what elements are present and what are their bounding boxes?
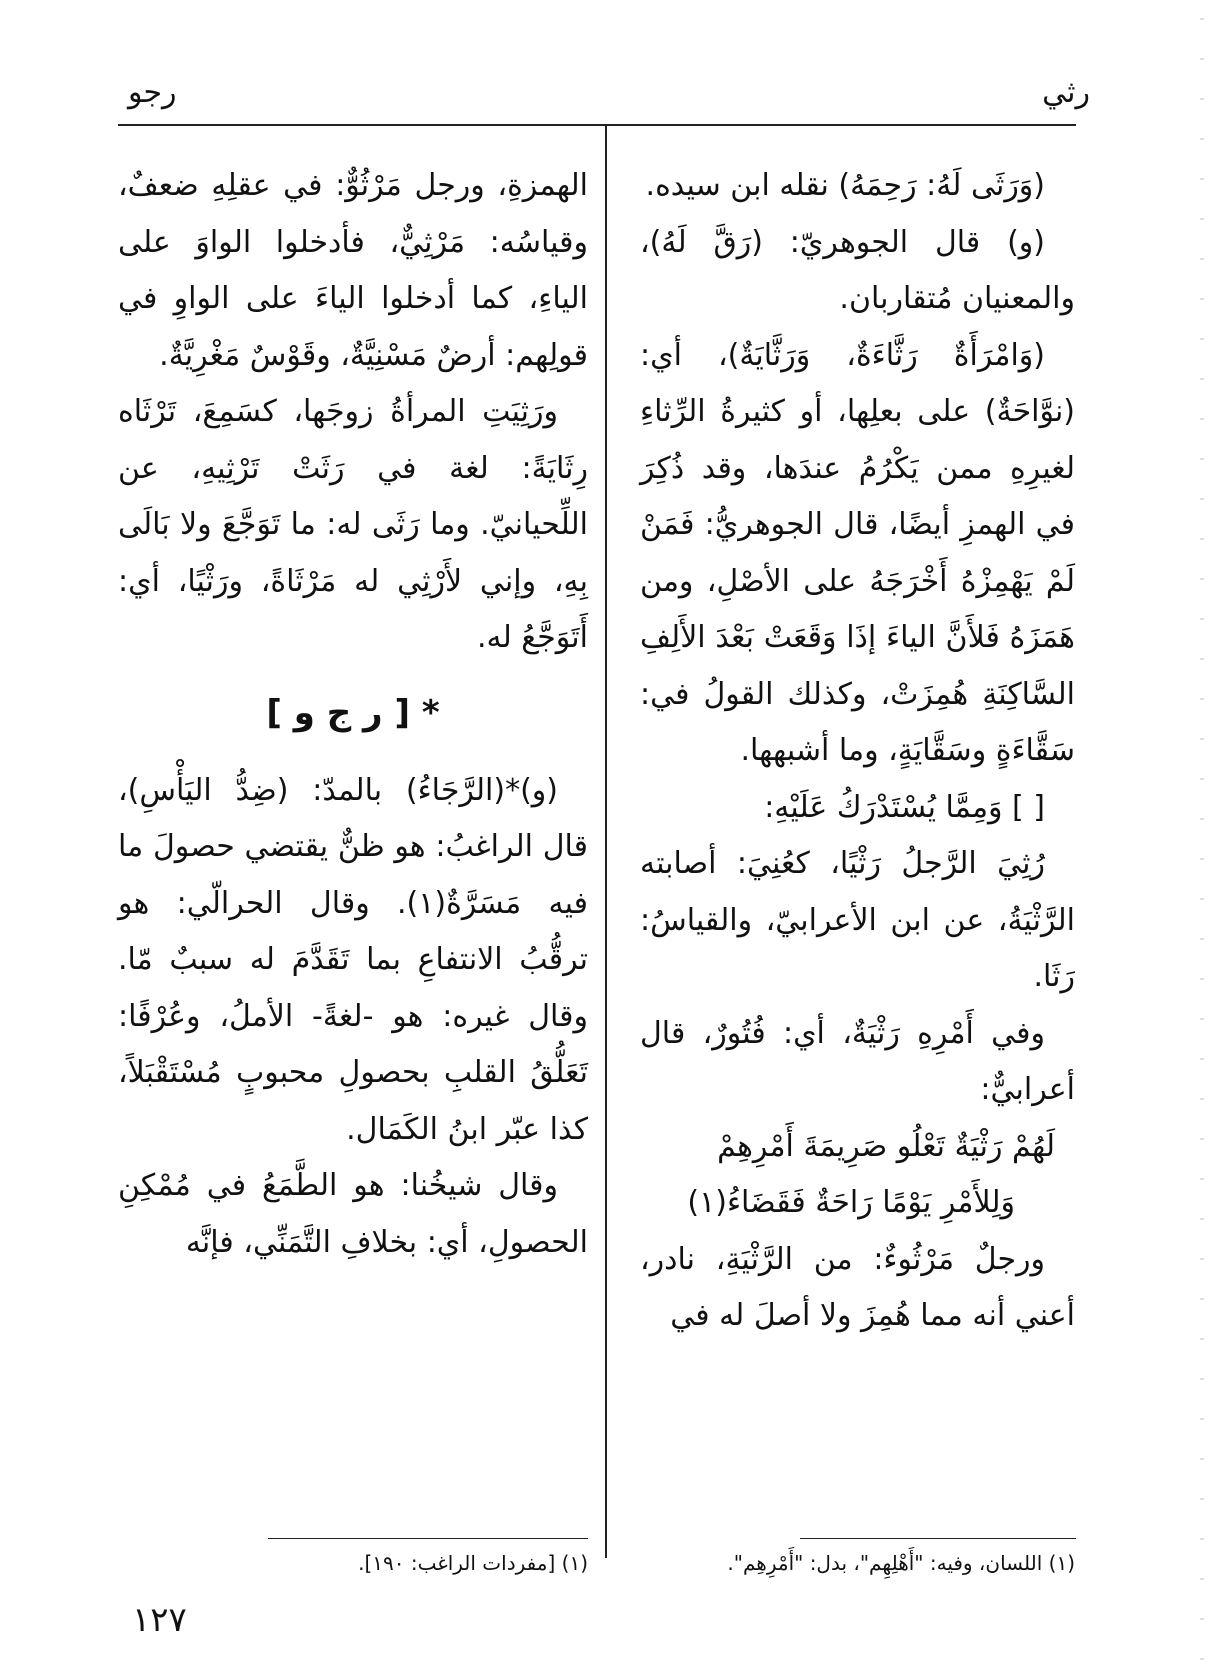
paragraph: (و) قال الجوهريّ: (رَقَّ لَهُ)، والمعنيان مُتقاربان. bbox=[640, 224, 1075, 316]
paragraph: ورَثِيَتِ المرأةُ زوجَها، كسَمِعَ، تَرْثَاه رِثَايَةً: لغة في رَثَتْ تَرْثِيهِ، عن اللِّحيانيّ. وما رَثَى له: ما تَوَجَّعَ ولا بَالَى بِهِ، وإني لأَرْثِي له مَرْثَاةً، ورَثْيًا، أي: أَتَوَجَّعُ له. bbox=[118, 394, 588, 655]
running-head-left: رجو bbox=[128, 75, 177, 110]
header-rule bbox=[118, 124, 1076, 126]
running-head-right: رثي bbox=[1042, 75, 1090, 110]
paragraph: (و)*(الرَّجَاءُ) بالمدّ: (ضِدُّ اليَأْسِ)، قال الراغبُ: هو ظنٌّ يقتضي حصولَ ما فيه مَسَرَّةٌ(١). وقال الحرالّي: هو ترقُّبُ الانتفاعِ بما تَقَدَّمَ له سببٌ مّا. وقال غيره: هو -لغةً- الأملُ، وعُرْفًا: تَعَلُّقُ القلبِ بحصولِ محبوبٍ مُسْتَقْبَلاً، كذا عبّر ابنُ الكَمَال. bbox=[118, 772, 588, 1147]
scan-edge-marks bbox=[1200, 0, 1204, 1676]
entry-heading: * [ ر ج و ] bbox=[266, 692, 440, 733]
paragraph: الهمزةِ، ورجل مَرْثُوٌّ: في عقلِهِ ضعفٌ، وقياسُه: مَرْثِيٌّ، فأدخلوا الواوَ على الياءِ، كما أدخلوا الياءَ على الواوِ في قولِهم: أرضٌ مَسْنِيَّةٌ، وقَوْسٌ مَغْرِيَّةٌ. bbox=[118, 168, 588, 373]
paragraph: (وَامْرَأَةٌ رَثَّاءَةٌ، وَرَثَّايَةٌ)، أي: (نوَّاحَةٌ) على بعلِها، أو كثيرةُ الرِّثاءِ لغيرِهِ ممن يَكْرُمُ عندَها، وقد ذُكِرَ في الهمزِ أيضًا، قال الجوهريُّ: فَمَنْ لَمْ يَهْمِزْهُ أَخْرَجَهُ على الأصْلِ، ومن هَمَزَهُ فَلأَنَّ الياءَ إذَا وَقَعَتْ بَعْدَ الأَلِفِ السَّاكِنَةِ هُمِزَتْ، وكذلك القولُ في: سَقَّاءَةٍ وسَقَّايَةٍ، وما أشبهها. bbox=[640, 337, 1075, 768]
paragraph: [ ] وَمِمَّا يُسْتَدْرَكُ عَلَيْهِ: bbox=[764, 789, 1045, 825]
footnote-left: (١) [مفردات الراغب: ١٩٠]. bbox=[358, 1551, 588, 1575]
paragraph: (وَرَثَى لَهُ: رَحِمَهُ) نقله ابن سيده. bbox=[645, 168, 1045, 203]
footnote-rule-left bbox=[268, 1538, 588, 1539]
verse-line: وَلِلأَمْرِ يَوْمًا رَاحَةٌ فَقَضَاءُ(١) bbox=[687, 1185, 1015, 1220]
paragraph: وقال شيخُنا: هو الطَّمَعُ في مُمْكِنِ الحصولِ، أي: بخلافِ التَّمَنِّي، فإنَّه bbox=[118, 1168, 588, 1260]
page-number: ١٢٧ bbox=[132, 1600, 187, 1640]
right-column bbox=[640, 158, 1075, 1345]
footnote-right: (١) اللسان، وفيه: "أَهْلِهِم"، بدل: "أَمْرِهِم". bbox=[727, 1551, 1075, 1575]
paragraph: وفي أَمْرِهِ رَثْيَةٌ، أي: فُتُورٌ، قال أعرابيٌّ: bbox=[640, 1015, 1075, 1107]
paragraph: ورجلٌ مَرْثُوءٌ: من الرَّثْيَةِ، نادر، أعني أنه مما هُمِزَ ولا أصلَ له في bbox=[640, 1241, 1075, 1333]
verse-line: لَهُمْ رَثْيَةٌ تَعْلُو صَرِيمَةَ أَمْرِهِمْ bbox=[717, 1128, 1055, 1164]
footnote-rule-right bbox=[800, 1538, 1076, 1539]
left-column bbox=[118, 158, 588, 1271]
paragraph: رُثِيَ الرَّجلُ رَثْيًا، كعُنِيَ: أصابته الرَّثْيَةُ، عن ابن الأعرابيّ، والقياسُ: رَثَا. bbox=[640, 846, 1075, 994]
column-divider bbox=[605, 126, 607, 1558]
